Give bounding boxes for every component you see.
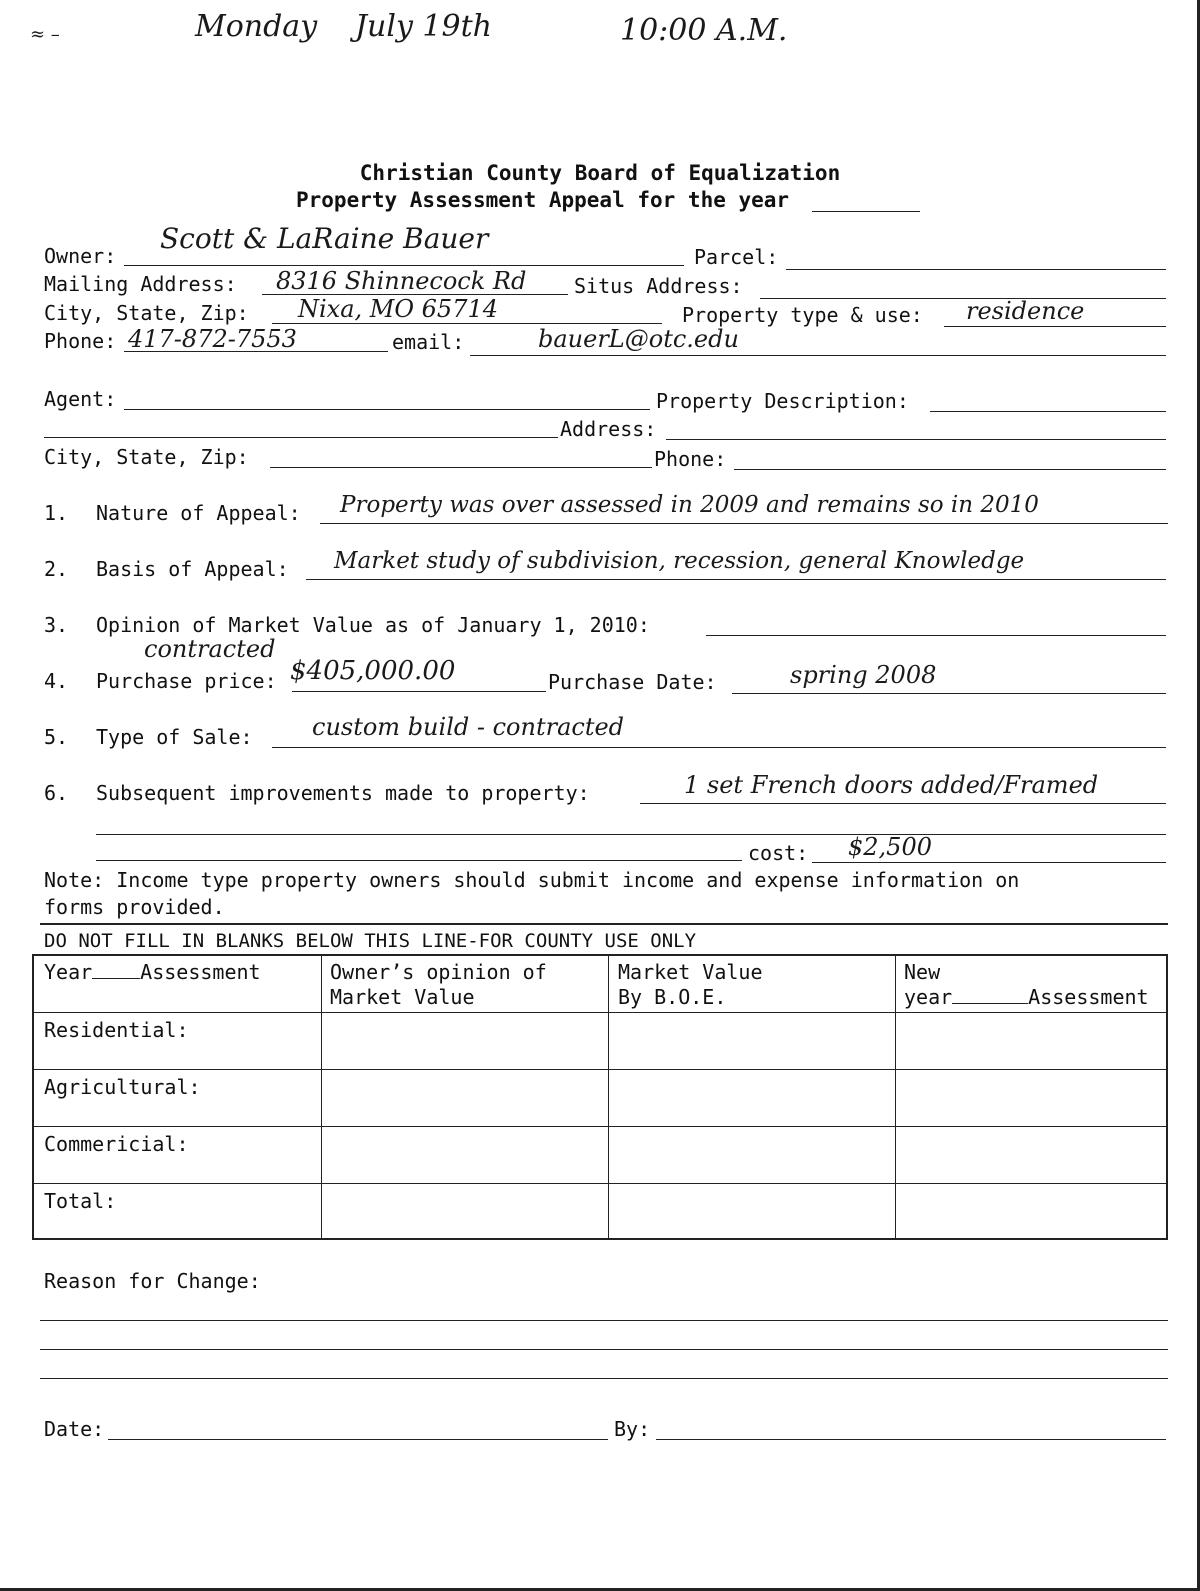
q5-number: 5. xyxy=(44,725,69,749)
handwritten-day: Monday xyxy=(195,9,318,44)
parcel-label: Parcel: xyxy=(694,245,779,269)
q3-number: 3. xyxy=(44,613,69,637)
type-of-sale-label: Type of Sale: xyxy=(96,725,253,749)
reason-for-change-label: Reason for Change: xyxy=(44,1269,261,1293)
handwritten-time: 10:00 A.M. xyxy=(620,13,788,48)
situs-address-label: Situs Address: xyxy=(574,274,743,298)
row-total-label: Total: xyxy=(44,1189,117,1213)
purchase-date-value[interactable]: spring 2008 xyxy=(790,661,937,689)
parcel-blank xyxy=(786,269,1166,270)
col-header-market-value-boe: Market Value By B.O.E. xyxy=(618,960,763,1009)
subsequent-improvements-label: Subsequent improvements made to property: xyxy=(96,781,590,805)
purchase-price-blank xyxy=(292,691,546,692)
owner-label: Owner: xyxy=(44,244,117,268)
subsequent-improvements-value[interactable]: 1 set French doors added/Framed xyxy=(684,771,1099,799)
email-value[interactable]: bauerL@otc.edu xyxy=(538,325,739,353)
mailing-address-value[interactable]: 8316 Shinnecock Rd xyxy=(276,267,527,295)
opinion-of-market-value-label: Opinion of Market Value as of January 1, 2010: xyxy=(96,613,650,637)
date-label: Date: xyxy=(44,1417,105,1441)
row-agricultural-label: Agricultural: xyxy=(44,1075,201,1099)
nature-of-appeal-value[interactable]: Property was over assessed in 2009 and remains so in 2010 xyxy=(340,492,1039,518)
phone-label: Phone: xyxy=(44,329,117,353)
address-label: Address: xyxy=(560,417,657,441)
subsequent-improvements-blank xyxy=(640,803,1166,804)
col-header-year-assessment xyxy=(44,960,261,985)
type-of-sale-value[interactable]: custom build - contracted xyxy=(312,713,625,741)
type-of-sale-blank xyxy=(272,747,1166,748)
cost-blank xyxy=(812,862,1166,863)
purchase-date-blank xyxy=(732,693,1166,694)
property-description-label: Property Description: xyxy=(656,389,909,413)
mailing-address-label: Mailing Address: xyxy=(44,272,237,296)
city-state-zip-label: City, State, Zip: xyxy=(44,301,249,325)
col-header-owner-opinion: Owner’s opinion of Market Value xyxy=(330,960,547,1009)
reason-line-2[interactable] xyxy=(40,1349,1168,1350)
phone-blank xyxy=(124,351,388,352)
agent-city-state-zip-blank[interactable] xyxy=(270,467,652,468)
county-use-divider xyxy=(40,923,1168,925)
cost-label: cost: xyxy=(748,841,809,865)
row-commercial-label: Commericial: xyxy=(44,1132,189,1156)
county-use-table xyxy=(32,954,1168,1240)
basis-of-appeal-label: Basis of Appeal: xyxy=(96,557,289,581)
agent-blank[interactable] xyxy=(124,409,650,410)
agent-city-state-zip-label: City, State, Zip: xyxy=(44,445,249,469)
q1-number: 1. xyxy=(44,501,69,525)
email-blank xyxy=(470,355,1166,356)
date-blank[interactable] xyxy=(108,1439,608,1440)
basis-of-appeal-blank xyxy=(306,579,1166,580)
reason-line-1[interactable] xyxy=(40,1320,1168,1321)
q6-number: 6. xyxy=(44,781,69,805)
opinion-of-market-value-blank xyxy=(706,635,1166,636)
address-blank[interactable] xyxy=(666,439,1166,440)
form-title: Christian County Board of Equalization xyxy=(359,161,841,185)
purchase-price-label: Purchase price: xyxy=(96,669,277,693)
email-label: email: xyxy=(392,330,465,354)
purchase-price-value[interactable]: $405,000.00 xyxy=(290,656,456,686)
county-use-header: DO NOT FILL IN BLANKS BELOW THIS LINE-FOR COUNTY USE ONLY xyxy=(44,930,697,952)
property-description-blank[interactable] xyxy=(930,411,1166,412)
cost-value[interactable]: $2,500 xyxy=(848,833,932,861)
agent-phone-blank[interactable] xyxy=(734,469,1166,470)
note-line-2: forms provided. xyxy=(44,895,225,919)
nature-of-appeal-label: Nature of Appeal: xyxy=(96,501,301,525)
basis-of-appeal-value[interactable]: Market study of subdivision, recession, general Knowledge xyxy=(334,548,1025,574)
by-blank[interactable] xyxy=(656,1439,1166,1440)
q2-number: 2. xyxy=(44,557,69,581)
agent-phone-label: Phone: xyxy=(654,447,727,471)
subsequent-improvements-line3[interactable] xyxy=(96,860,742,861)
handwritten-date: July 19th xyxy=(355,9,492,44)
note-line-1: Note: Income type property owners should submit income and expense information on xyxy=(44,868,1020,892)
property-type-value[interactable]: residence xyxy=(966,297,1085,325)
q4-number: 4. xyxy=(44,669,69,693)
agent-label: Agent: xyxy=(44,387,117,411)
row-residential-label: Residential: xyxy=(44,1018,189,1042)
assessment-label: Assessment xyxy=(140,960,261,984)
agent-address-line[interactable] xyxy=(44,437,558,438)
margin-scribble: ≈ – xyxy=(30,24,60,45)
property-type-blank xyxy=(944,326,1166,327)
form-subtitle: Property Assessment Appeal for the year xyxy=(296,188,790,212)
owner-value[interactable]: Scott & LaRaine Bauer xyxy=(160,222,489,255)
reason-line-3[interactable] xyxy=(40,1378,1168,1379)
phone-value[interactable]: 417-872-7553 xyxy=(128,325,297,353)
col-header-new-year-assessment: New year Assessment xyxy=(904,960,1149,1009)
property-type-label: Property type & use: xyxy=(682,303,923,327)
year-blank[interactable] xyxy=(812,211,920,212)
purchase-date-label: Purchase Date: xyxy=(548,670,717,694)
year-label: Year xyxy=(44,960,93,984)
city-state-zip-blank xyxy=(272,323,662,324)
city-state-zip-value[interactable]: Nixa, MO 65714 xyxy=(298,295,499,323)
purchase-price-note: contracted xyxy=(144,635,276,663)
owner-blank xyxy=(124,265,684,266)
situs-address-blank xyxy=(760,298,1166,299)
subsequent-improvements-line2[interactable] xyxy=(96,834,1166,835)
by-label: By: xyxy=(614,1417,651,1441)
nature-of-appeal-blank xyxy=(320,523,1168,524)
